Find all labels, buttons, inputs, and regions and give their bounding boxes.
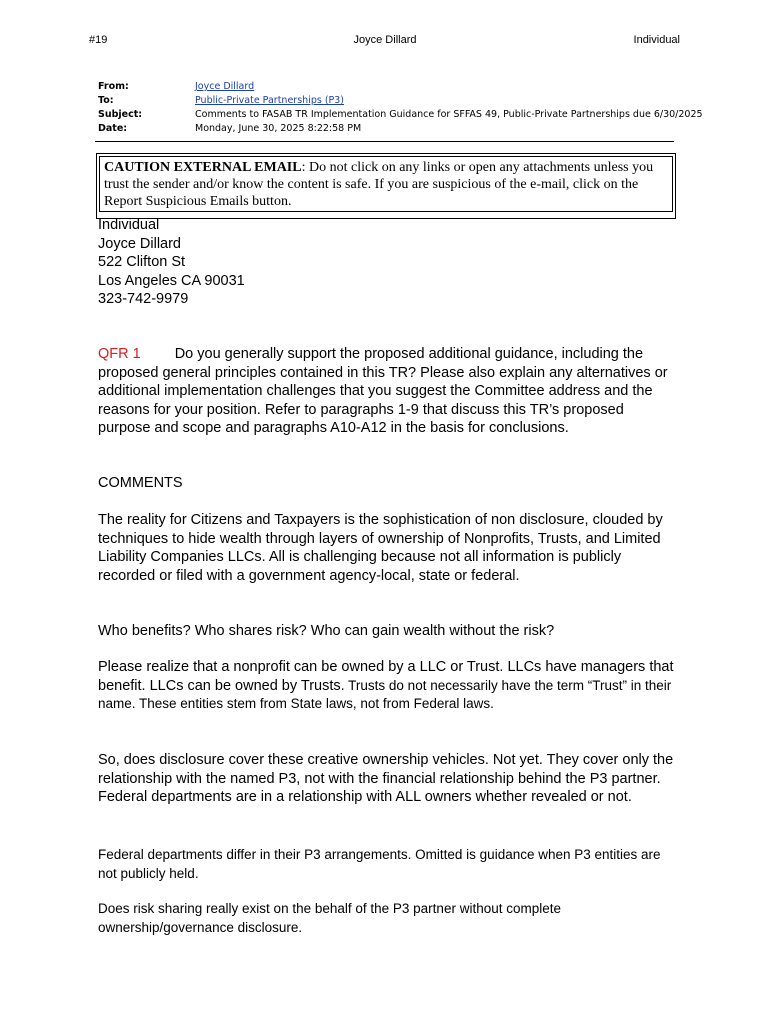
header-divider [95,141,674,142]
qfr-question [98,345,678,438]
comment-paragraph: Does risk sharing really exist on the behalf of the P3 partner without complete ownership/governance disclosure. [98,901,561,935]
address-line: Individual [98,217,160,233]
address-line: 522 Clifton St [98,254,186,270]
header-author: Joyce Dillard [353,34,417,46]
comment-paragraph: Who benefits? Who shares risk? Who can gain wealth without the risk? [98,623,555,639]
subject-row [98,108,703,122]
comment-paragraph: The reality for Citizens and Taxpayers is the sophistication of non disclosure, clouded by techniques to hide wealth through layers of ownership of Nonprofits, Trusts, and Limited Liability Companies LLCs. All is challenging because not all information is publicly recorded or filed with a government agency-local, state or federal. [98,512,663,584]
comment-paragraph: So, does disclosure cover these creative ownership vehicles. Not yet. They cover only the relationship with the named P3, not with the financial relationship behind the P3 partner. Federal departments are in a relationship with ALL owners whether revealed or not. [98,752,674,805]
comment-text: Please realize that a nonprofit can be owned by a LLC or Trust. LLCs have managers that benefit. LLCs can be owned by Trusts. [98,659,674,694]
qfr-label: QFR 1 [98,346,141,362]
from-link[interactable]: Joyce Dillard [195,81,255,92]
email-metadata [98,80,703,136]
subject-label: Subject: [98,109,143,120]
date-row [98,122,703,136]
to-row [98,94,703,108]
comment-paragraph [98,658,678,714]
page-number: #19 [89,34,108,46]
to-label: To: [98,95,114,106]
to-link[interactable]: Public-Private Partnerships (P3) [195,95,345,106]
comment-paragraph: Federal departments differ in their P3 arrangements. Omitted is guidance when P3 entities are not publicly held. [98,847,661,881]
from-row [98,80,703,94]
address-line: Joyce Dillard [98,235,181,252]
caution-box [96,153,676,219]
comments-heading: COMMENTS [98,475,183,491]
date-value: Monday, June 30, 2025 8:22:58 PM [195,123,362,134]
date-label: Date: [98,123,128,134]
caution-body: : Do not click on any links or open any attachments unless you trust the sender and/or know the content is safe. If you are suspicious of the e-mail, click on the Report Suspicious Emails button. [104,160,654,209]
caution-heading: CAUTION EXTERNAL EMAIL [104,160,302,175]
address-line: 323-742-9979 [98,291,189,307]
caution-text [99,156,673,212]
address-line: Los Angeles CA 90031 [98,272,245,289]
subject-value: Comments to FASAB TR Implementation Guidance for SFFAS 49, Public-Private Partnerships due 6/30/2025 [195,109,703,120]
sender-address [98,216,245,309]
qfr-text: Do you generally support the proposed additional guidance, including the proposed general principles contained in this TR? Please also explain any alternatives or additional implementation challenges that you suggest the Committee address and the reasons for your position. Refer to paragraphs 1-9 that discuss this TR’s proposed purpose and scope and paragraphs A10-A12 in the basis for conclusions. [98,346,668,436]
from-label: From: [98,81,129,92]
comment-text: Trusts do not necessarily have the term “Trust” in their name. These entities stem from State laws, not from Federal laws. [98,677,672,711]
header-category: Individual [633,34,680,46]
